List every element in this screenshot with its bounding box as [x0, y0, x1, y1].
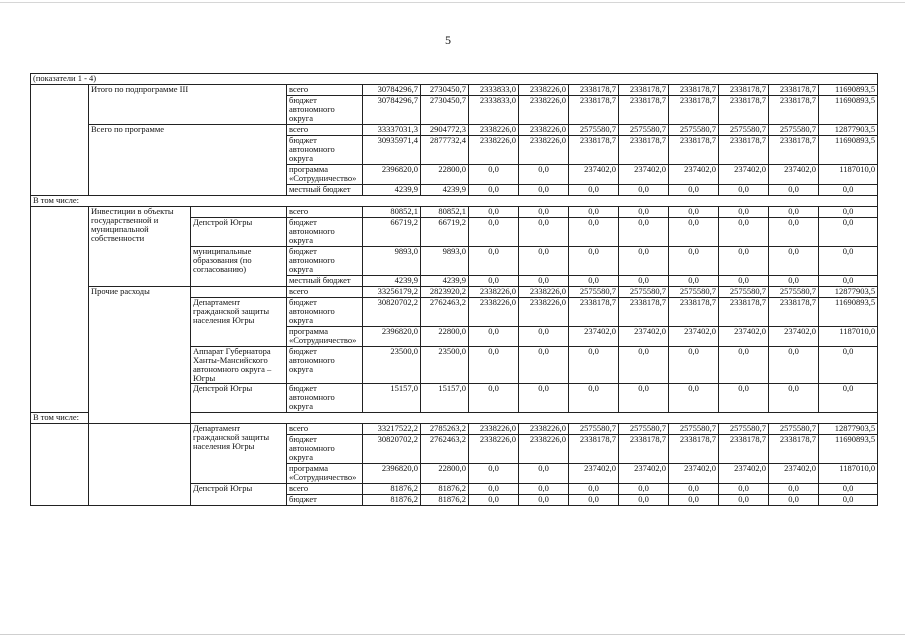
- value-cell: 0,0: [519, 495, 569, 506]
- measure-name: Инвестиции в объекты государственной и муниципальной собственности: [89, 207, 191, 287]
- table-row: [31, 287, 878, 298]
- value-cell: 0,0: [519, 218, 569, 247]
- value-cell: 4239,9: [421, 276, 469, 287]
- value-cell: 2338226,0: [519, 125, 569, 136]
- value-cell: 2396820,0: [363, 464, 421, 484]
- measure-name-empty: [89, 424, 191, 506]
- value-cell: 0,0: [519, 484, 569, 495]
- value-cell: 0,0: [769, 276, 819, 287]
- measure-name: Итого по подпрограмме III: [89, 85, 287, 125]
- value-cell: 0,0: [819, 247, 878, 276]
- funding-source: всего: [287, 424, 363, 435]
- value-cell: 0,0: [819, 384, 878, 413]
- value-cell: 1187010,0: [819, 327, 878, 347]
- value-cell: 0,0: [619, 484, 669, 495]
- value-cell: 237402,0: [719, 464, 769, 484]
- value-cell: 0,0: [819, 495, 878, 506]
- value-cell: 0,0: [769, 484, 819, 495]
- value-cell: 0,0: [469, 218, 519, 247]
- value-cell: 2762463,2: [421, 298, 469, 327]
- funding-source: программа «Сотрудничество»: [287, 165, 363, 185]
- value-cell: 15157,0: [421, 384, 469, 413]
- value-cell: 0,0: [819, 218, 878, 247]
- value-cell: 0,0: [769, 384, 819, 413]
- value-cell: 0,0: [819, 185, 878, 196]
- value-cell: 11690893,5: [819, 298, 878, 327]
- funding-source: всего: [287, 484, 363, 495]
- value-cell: 0,0: [569, 347, 619, 384]
- value-cell: 2762463,2: [421, 435, 469, 464]
- value-cell: 1187010,0: [819, 165, 878, 185]
- value-cell: 2575580,7: [719, 287, 769, 298]
- funding-source: программа «Сотрудничество»: [287, 327, 363, 347]
- value-cell: 0,0: [569, 276, 619, 287]
- value-cell: 0,0: [769, 185, 819, 196]
- value-cell: 0,0: [469, 347, 519, 384]
- table-row: [31, 424, 878, 435]
- value-cell: 2338178,7: [669, 136, 719, 165]
- value-cell: 2575580,7: [569, 125, 619, 136]
- value-cell: 2785263,2: [421, 424, 469, 435]
- scan-edge-top: [0, 2, 905, 3]
- value-cell: 0,0: [669, 247, 719, 276]
- value-cell: 2338178,7: [669, 298, 719, 327]
- value-cell: 237402,0: [769, 165, 819, 185]
- value-cell: 237402,0: [769, 464, 819, 484]
- value-cell: 0,0: [669, 384, 719, 413]
- value-cell: 0,0: [569, 207, 619, 218]
- table-row: [31, 74, 878, 85]
- value-cell: 237402,0: [719, 165, 769, 185]
- value-cell: 2338226,0: [519, 424, 569, 435]
- value-cell: 2338178,7: [669, 435, 719, 464]
- blank-cell: [31, 424, 89, 506]
- value-cell: 2338178,7: [569, 435, 619, 464]
- value-cell: 2338178,7: [719, 136, 769, 165]
- value-cell: 2575580,7: [569, 424, 619, 435]
- value-cell: 1187010,0: [819, 464, 878, 484]
- value-cell: 0,0: [469, 484, 519, 495]
- value-cell: 9893,0: [363, 247, 421, 276]
- value-cell: 0,0: [519, 464, 569, 484]
- value-cell: 0,0: [769, 218, 819, 247]
- value-cell: 12877903,5: [819, 125, 878, 136]
- value-cell: 80852,1: [421, 207, 469, 218]
- budget-table: [30, 73, 878, 506]
- value-cell: 2575580,7: [669, 287, 719, 298]
- funding-source: бюджет автономного округа: [287, 136, 363, 165]
- value-cell: 2904772,3: [421, 125, 469, 136]
- section-filler: [191, 413, 878, 424]
- funding-source: всего: [287, 85, 363, 96]
- value-cell: 2575580,7: [769, 287, 819, 298]
- value-cell: 2338178,7: [569, 96, 619, 125]
- value-cell: 0,0: [469, 207, 519, 218]
- executor-cell: [191, 207, 287, 218]
- value-cell: 0,0: [519, 347, 569, 384]
- value-cell: 22800,0: [421, 464, 469, 484]
- funding-source: всего: [287, 287, 363, 298]
- value-cell: 80852,1: [363, 207, 421, 218]
- executor-cell: Департамент гражданской защиты населения Югры: [191, 424, 287, 484]
- value-cell: 2338226,0: [519, 298, 569, 327]
- value-cell: 0,0: [619, 347, 669, 384]
- value-cell: 0,0: [569, 185, 619, 196]
- value-cell: 4239,9: [421, 185, 469, 196]
- value-cell: 11690893,5: [819, 435, 878, 464]
- value-cell: 2338178,7: [769, 435, 819, 464]
- value-cell: 237402,0: [669, 165, 719, 185]
- value-cell: 2338178,7: [669, 96, 719, 125]
- funding-source: бюджет автономного округа: [287, 298, 363, 327]
- value-cell: 2338178,7: [619, 96, 669, 125]
- value-cell: 22800,0: [421, 327, 469, 347]
- note-cell: (показатели 1 - 4): [31, 74, 878, 85]
- value-cell: 0,0: [569, 247, 619, 276]
- value-cell: 237402,0: [569, 327, 619, 347]
- value-cell: 4239,9: [363, 185, 421, 196]
- value-cell: 81876,2: [363, 484, 421, 495]
- value-cell: 22800,0: [421, 165, 469, 185]
- value-cell: 2338226,0: [519, 136, 569, 165]
- value-cell: 2823920,2: [421, 287, 469, 298]
- value-cell: 0,0: [719, 247, 769, 276]
- value-cell: 2338226,0: [469, 287, 519, 298]
- value-cell: 0,0: [569, 495, 619, 506]
- value-cell: 2575580,7: [769, 424, 819, 435]
- funding-source: программа «Сотрудничество»: [287, 464, 363, 484]
- funding-source: бюджет автономного округа: [287, 384, 363, 413]
- value-cell: 0,0: [769, 207, 819, 218]
- section-label: В том числе:: [31, 413, 191, 424]
- value-cell: 4239,9: [363, 276, 421, 287]
- value-cell: 2338226,0: [519, 435, 569, 464]
- value-cell: 2575580,7: [719, 125, 769, 136]
- value-cell: 2338178,7: [619, 298, 669, 327]
- value-cell: 0,0: [519, 276, 569, 287]
- value-cell: 0,0: [719, 218, 769, 247]
- value-cell: 2338178,7: [769, 298, 819, 327]
- value-cell: 0,0: [669, 207, 719, 218]
- value-cell: 0,0: [619, 185, 669, 196]
- blank-cell: [31, 85, 89, 196]
- value-cell: 2338178,7: [769, 96, 819, 125]
- funding-source: местный бюджет: [287, 276, 363, 287]
- value-cell: 2575580,7: [619, 424, 669, 435]
- value-cell: 2338178,7: [569, 298, 619, 327]
- value-cell: 0,0: [669, 495, 719, 506]
- value-cell: 2338178,7: [769, 85, 819, 96]
- value-cell: 0,0: [519, 384, 569, 413]
- value-cell: 2338178,7: [719, 85, 769, 96]
- value-cell: 0,0: [569, 384, 619, 413]
- funding-source: бюджет автономного округа: [287, 218, 363, 247]
- value-cell: 0,0: [619, 384, 669, 413]
- value-cell: 0,0: [469, 185, 519, 196]
- value-cell: 237402,0: [719, 327, 769, 347]
- funding-source: бюджет автономного округа: [287, 347, 363, 384]
- page-number: 5: [445, 33, 451, 47]
- value-cell: 0,0: [619, 276, 669, 287]
- value-cell: 2338178,7: [619, 85, 669, 96]
- executor-cell: Депстрой Югры: [191, 384, 287, 413]
- value-cell: 0,0: [719, 384, 769, 413]
- value-cell: 2575580,7: [669, 424, 719, 435]
- funding-source: всего: [287, 125, 363, 136]
- value-cell: 2338178,7: [569, 136, 619, 165]
- value-cell: 2338226,0: [469, 435, 519, 464]
- value-cell: 81876,2: [363, 495, 421, 506]
- measure-name: Прочие расходы: [89, 287, 191, 424]
- value-cell: 2338178,7: [619, 136, 669, 165]
- value-cell: 0,0: [619, 218, 669, 247]
- value-cell: 81876,2: [421, 495, 469, 506]
- value-cell: 0,0: [819, 276, 878, 287]
- value-cell: 237402,0: [569, 165, 619, 185]
- value-cell: 81876,2: [421, 484, 469, 495]
- value-cell: 2575580,7: [619, 287, 669, 298]
- value-cell: 0,0: [469, 495, 519, 506]
- value-cell: 0,0: [819, 347, 878, 384]
- value-cell: 0,0: [519, 327, 569, 347]
- section-label: В том числе:: [31, 196, 191, 207]
- value-cell: 237402,0: [669, 327, 719, 347]
- value-cell: 2338178,7: [669, 85, 719, 96]
- value-cell: 0,0: [569, 484, 619, 495]
- table-row: [31, 85, 878, 96]
- value-cell: 0,0: [769, 247, 819, 276]
- value-cell: 0,0: [619, 207, 669, 218]
- value-cell: 237402,0: [619, 327, 669, 347]
- value-cell: 2338226,0: [519, 287, 569, 298]
- value-cell: 0,0: [469, 464, 519, 484]
- value-cell: 2338178,7: [569, 85, 619, 96]
- funding-source: местный бюджет: [287, 185, 363, 196]
- value-cell: 11690893,5: [819, 96, 878, 125]
- value-cell: 30820702,2: [363, 298, 421, 327]
- value-cell: 2338226,0: [469, 136, 519, 165]
- funding-source: бюджет: [287, 495, 363, 506]
- value-cell: 2338226,0: [469, 424, 519, 435]
- executor-cell: [191, 287, 287, 298]
- value-cell: 2575580,7: [769, 125, 819, 136]
- value-cell: 30784296,7: [363, 85, 421, 96]
- value-cell: 237402,0: [669, 464, 719, 484]
- value-cell: 0,0: [469, 165, 519, 185]
- table-row: [31, 125, 878, 136]
- executor-cell: Депстрой Югры: [191, 218, 287, 247]
- value-cell: 0,0: [719, 185, 769, 196]
- funding-source: всего: [287, 207, 363, 218]
- value-cell: 0,0: [669, 484, 719, 495]
- blank-cell: [31, 207, 89, 413]
- value-cell: 11690893,5: [819, 85, 878, 96]
- value-cell: 0,0: [669, 347, 719, 384]
- value-cell: 0,0: [519, 185, 569, 196]
- value-cell: 2338226,0: [469, 298, 519, 327]
- value-cell: 11690893,5: [819, 136, 878, 165]
- value-cell: 0,0: [669, 185, 719, 196]
- value-cell: 237402,0: [619, 464, 669, 484]
- value-cell: 0,0: [469, 247, 519, 276]
- table-row: [31, 207, 878, 218]
- value-cell: 0,0: [469, 276, 519, 287]
- table-row: [31, 196, 878, 207]
- value-cell: 2333833,0: [469, 85, 519, 96]
- value-cell: 2575580,7: [719, 424, 769, 435]
- value-cell: 0,0: [719, 347, 769, 384]
- value-cell: 237402,0: [619, 165, 669, 185]
- value-cell: 0,0: [719, 207, 769, 218]
- value-cell: 0,0: [469, 384, 519, 413]
- value-cell: 2877732,4: [421, 136, 469, 165]
- executor-cell: Аппарат Губернатора Ханты-Мансийского автономного округа – Югры: [191, 347, 287, 384]
- value-cell: 2338178,7: [619, 435, 669, 464]
- value-cell: 2338178,7: [719, 435, 769, 464]
- executor-cell: Депстрой Югры: [191, 484, 287, 506]
- value-cell: 0,0: [819, 207, 878, 218]
- value-cell: 2338226,0: [469, 125, 519, 136]
- value-cell: 66719,2: [363, 218, 421, 247]
- value-cell: 2730450,7: [421, 85, 469, 96]
- value-cell: 33256179,2: [363, 287, 421, 298]
- value-cell: 2338226,0: [519, 85, 569, 96]
- value-cell: 12877903,5: [819, 424, 878, 435]
- value-cell: 0,0: [719, 276, 769, 287]
- value-cell: 2338178,7: [719, 96, 769, 125]
- value-cell: 30935971,4: [363, 136, 421, 165]
- executor-cell: Департамент гражданской защиты населения Югры: [191, 298, 287, 347]
- executor-cell: муниципальные образования (по согласованию): [191, 247, 287, 287]
- value-cell: 66719,2: [421, 218, 469, 247]
- value-cell: 12877903,5: [819, 287, 878, 298]
- value-cell: 0,0: [519, 207, 569, 218]
- value-cell: 2730450,7: [421, 96, 469, 125]
- table-row: [31, 413, 878, 424]
- value-cell: 30784296,7: [363, 96, 421, 125]
- value-cell: 30820702,2: [363, 435, 421, 464]
- scan-edge-bottom: [0, 634, 905, 635]
- value-cell: 0,0: [569, 218, 619, 247]
- value-cell: 23500,0: [363, 347, 421, 384]
- measure-name: Всего по программе: [89, 125, 287, 196]
- value-cell: 237402,0: [569, 464, 619, 484]
- value-cell: 33337031,3: [363, 125, 421, 136]
- value-cell: 0,0: [719, 484, 769, 495]
- value-cell: 0,0: [619, 247, 669, 276]
- value-cell: 2338178,7: [769, 136, 819, 165]
- value-cell: 0,0: [669, 276, 719, 287]
- value-cell: 0,0: [519, 247, 569, 276]
- value-cell: 15157,0: [363, 384, 421, 413]
- value-cell: 2338226,0: [519, 96, 569, 125]
- value-cell: 33217522,2: [363, 424, 421, 435]
- value-cell: 2338178,7: [719, 298, 769, 327]
- value-cell: 0,0: [769, 347, 819, 384]
- value-cell: 23500,0: [421, 347, 469, 384]
- value-cell: 0,0: [669, 218, 719, 247]
- value-cell: 0,0: [769, 495, 819, 506]
- value-cell: 0,0: [519, 165, 569, 185]
- funding-source: бюджет автономного округа: [287, 96, 363, 125]
- value-cell: 2575580,7: [569, 287, 619, 298]
- value-cell: 0,0: [819, 484, 878, 495]
- funding-source: бюджет автономного округа: [287, 247, 363, 276]
- value-cell: 2575580,7: [619, 125, 669, 136]
- value-cell: 237402,0: [769, 327, 819, 347]
- value-cell: 2396820,0: [363, 165, 421, 185]
- value-cell: 2396820,0: [363, 327, 421, 347]
- value-cell: 0,0: [619, 495, 669, 506]
- value-cell: 2575580,7: [669, 125, 719, 136]
- value-cell: 9893,0: [421, 247, 469, 276]
- funding-source: бюджет автономного округа: [287, 435, 363, 464]
- value-cell: 2333833,0: [469, 96, 519, 125]
- value-cell: 0,0: [719, 495, 769, 506]
- value-cell: 0,0: [469, 327, 519, 347]
- section-filler: [191, 196, 878, 207]
